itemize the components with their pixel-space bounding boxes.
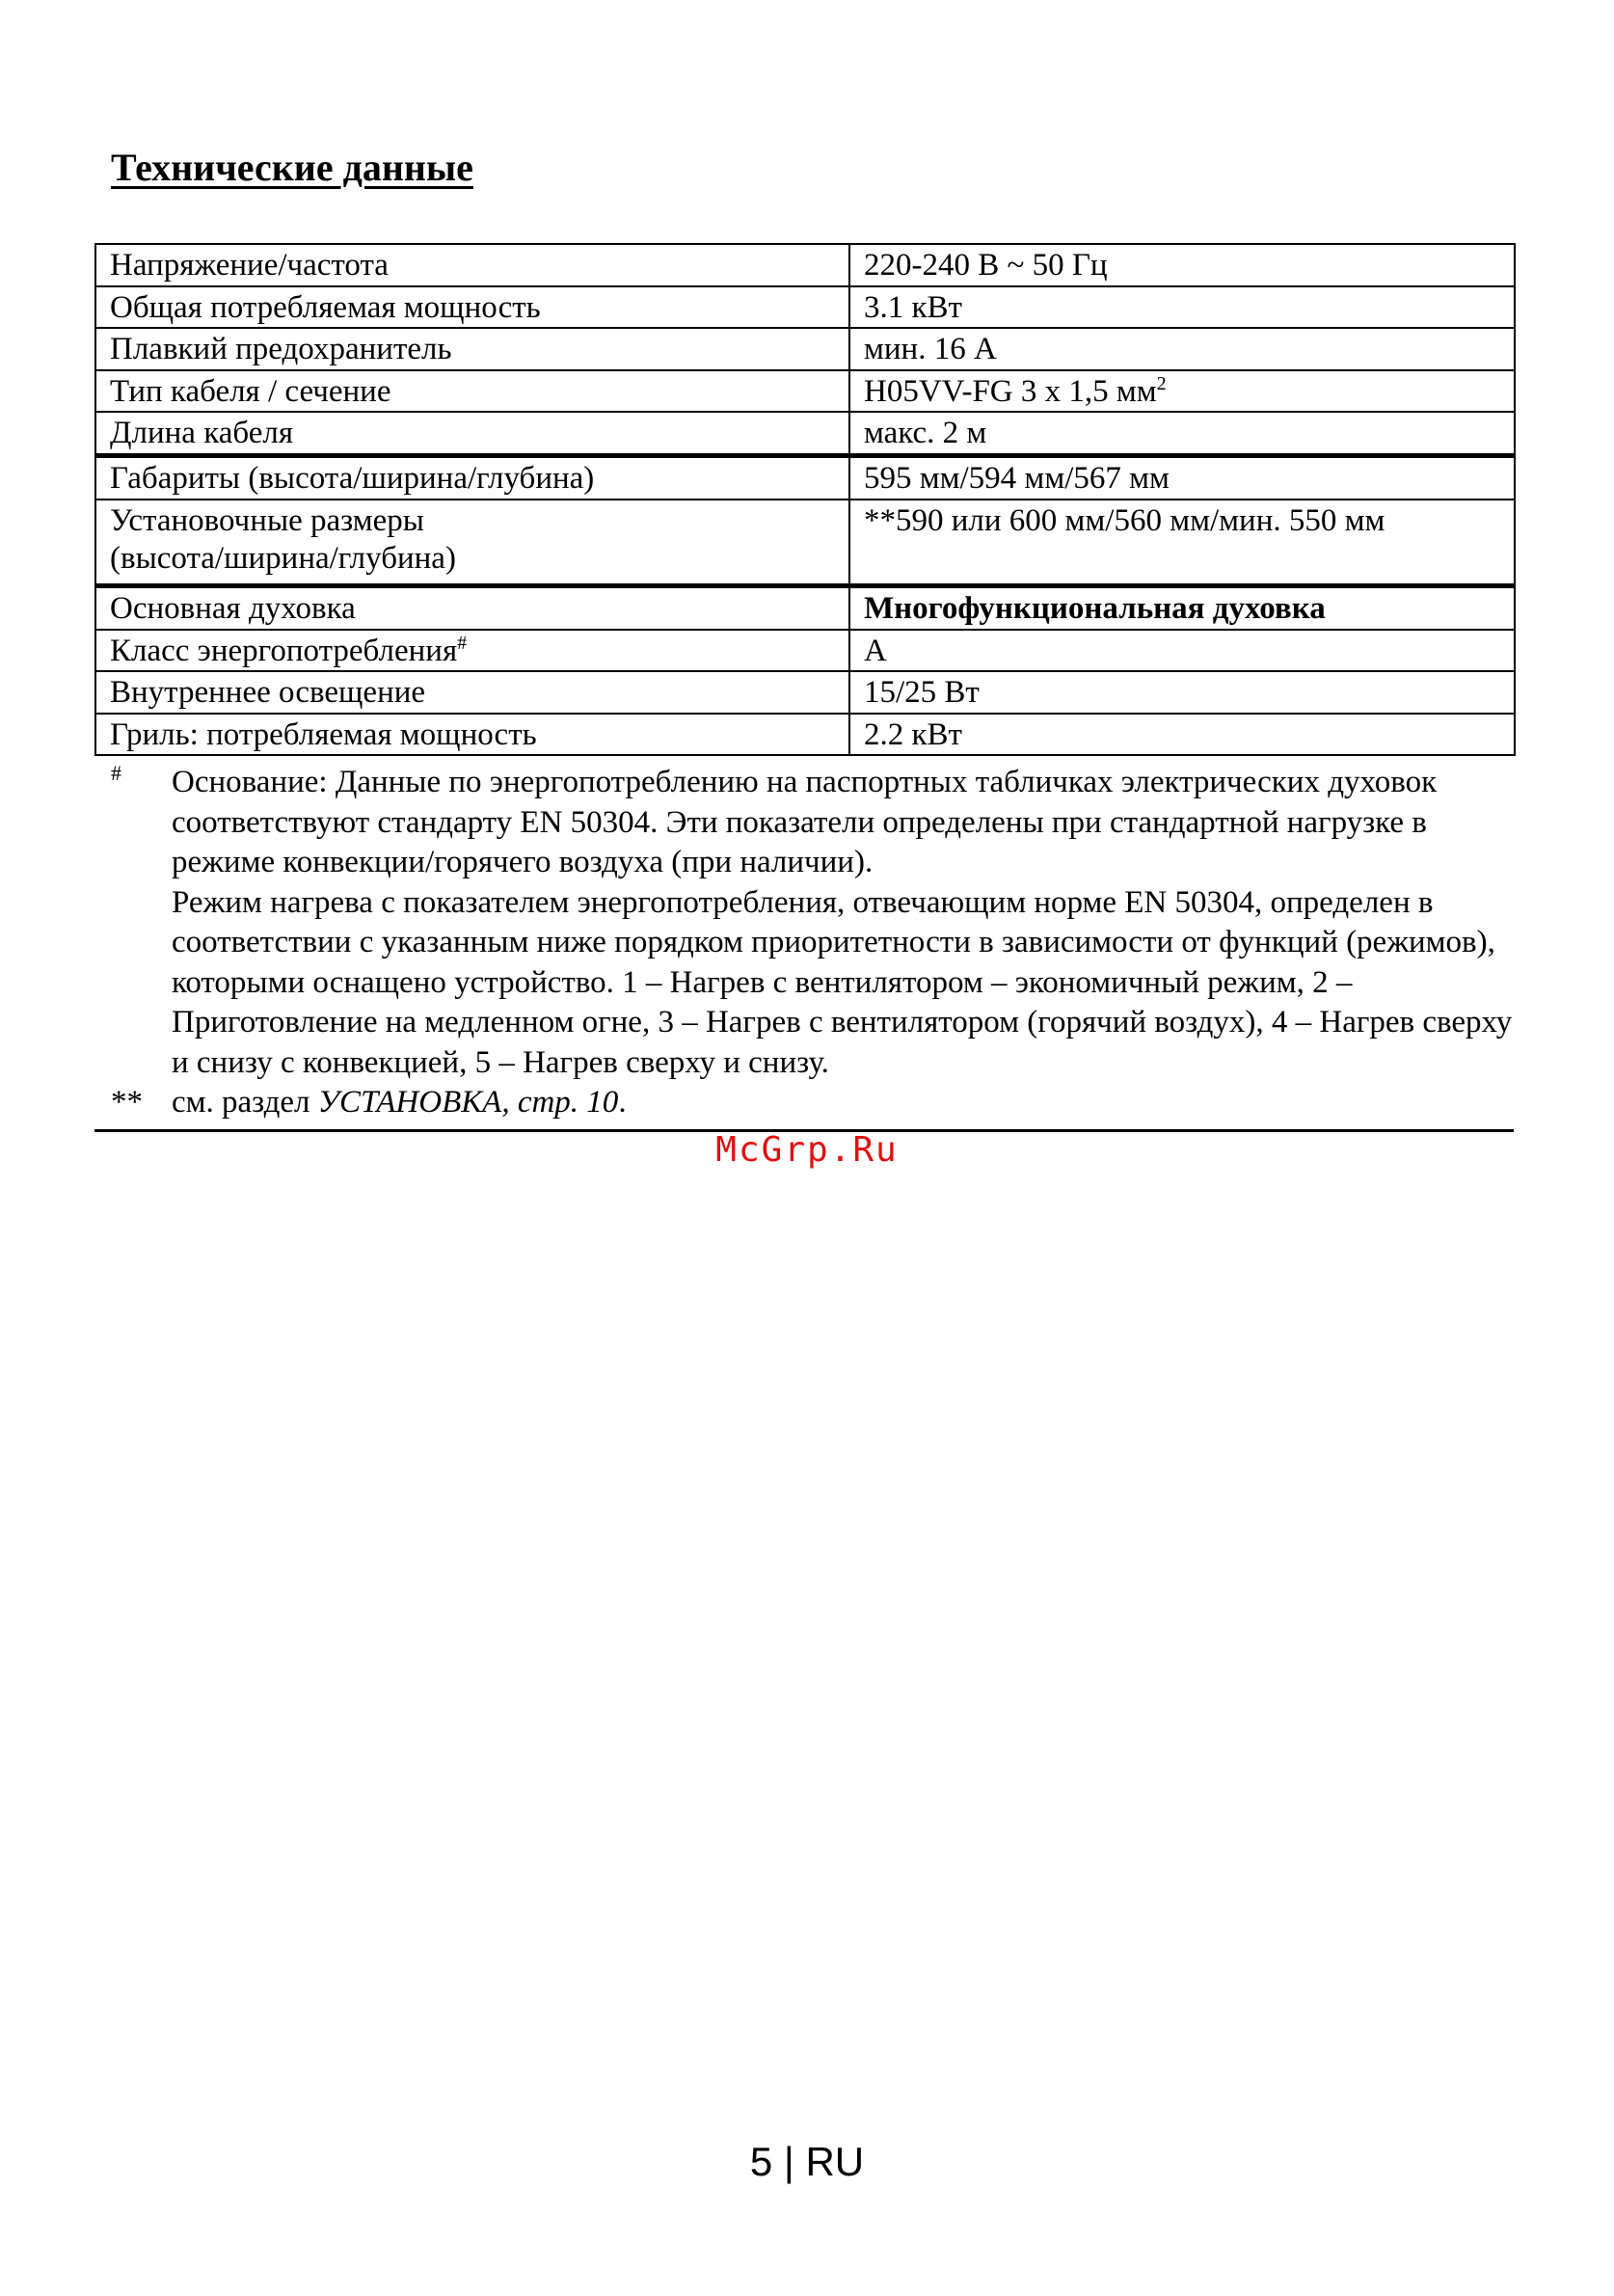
spec-value (849, 370, 1515, 413)
spec-label (95, 500, 849, 586)
spec-value-text: H05VV-FG 3 x 1,5 мм (864, 373, 1157, 409)
spec-label: Плавкий предохранитель (95, 328, 849, 370)
table-row (95, 370, 1515, 413)
spec-value: 595 мм/594 мм/567 мм (849, 455, 1515, 499)
spec-value: 2.2 кВт (849, 714, 1515, 756)
spec-label: Напряжение/частота (95, 244, 849, 286)
watermark: McGrp.Ru (715, 1130, 899, 1170)
footnote-text: . (618, 1085, 627, 1120)
spec-value: 220-240 В ~ 50 Гц (849, 244, 1515, 286)
footnote-mark: # (111, 761, 121, 785)
superscript: # (457, 632, 468, 654)
table-row (95, 455, 1515, 499)
page-number: 5 | RU (749, 2139, 865, 2184)
spec-value: 3.1 кВт (849, 286, 1515, 329)
spec-label: Длина кабеля (95, 412, 849, 455)
spec-label: Общая потребляемая мощность (95, 286, 849, 329)
page-title: Технические данные (111, 146, 473, 189)
spec-label-text: Класс энергопотребления (110, 633, 458, 668)
footnote-text: Основание: Данные по энергопотреблению на паспортных табличках электрических духовок соответствуют стандарту EN 50304. Эти показатели определены при стандартной нагрузке в режиме конвекции/горячего воздуха (при наличии). (172, 765, 1438, 879)
spec-label: Тип кабеля / сечение (95, 370, 849, 413)
footnote-text: см. раздел (172, 1085, 318, 1120)
spec-value: A (849, 630, 1515, 672)
footnote-text: Режим нагрева с показателем энергопотребления, отвечающим норме EN 50304, определен в соответствии с указанным ниже порядком приоритетности в зависимости от функций (режимов), которыми оснащено устройство. 1 – Нагрев с вентилятором – экономичный режим, 2 – Приготовление на медленном огне, 3 – Нагрев с вентилятором (горячий воздух), 4 – Нагрев сверху и снизу с конвекцией, 5 – Нагрев сверху и снизу. (172, 884, 1513, 1080)
spec-label: Основная духовка (95, 586, 849, 630)
spec-label (95, 630, 849, 672)
footnote-mark: ** (111, 1085, 143, 1120)
table-row (95, 244, 1515, 286)
footnotes (94, 763, 1514, 1132)
table-row (95, 714, 1515, 756)
spec-label: Гриль: потребляемая мощность (95, 714, 849, 756)
table-row (95, 412, 1515, 455)
footnote-energy (94, 763, 1514, 1083)
spec-value: Многофункциональная духовка (849, 586, 1515, 630)
specs-table (94, 243, 1516, 756)
table-row (95, 630, 1515, 672)
footnote-reference: УСТАНОВКА, стр. 10 (317, 1085, 619, 1120)
spec-label: Габариты (высота/ширина/глубина) (95, 455, 849, 499)
table-row (95, 586, 1515, 630)
spec-value: мин. 16 А (849, 328, 1515, 370)
table-row (95, 328, 1515, 370)
spec-value: макс. 2 м (849, 412, 1515, 455)
spec-label-line: (высота/ширина/глубина) (110, 541, 456, 577)
spec-label: Внутреннее освещение (95, 671, 849, 714)
spec-value: 15/25 Вт (849, 671, 1515, 714)
superscript: 2 (1156, 372, 1167, 394)
table-row (95, 286, 1515, 329)
table-row (95, 671, 1515, 714)
spec-value: **590 или 600 мм/560 мм/мин. 550 мм (849, 500, 1515, 586)
footnote-installation (94, 1083, 1514, 1123)
spec-label-line: Установочные размеры (110, 502, 424, 538)
table-row (95, 500, 1515, 586)
